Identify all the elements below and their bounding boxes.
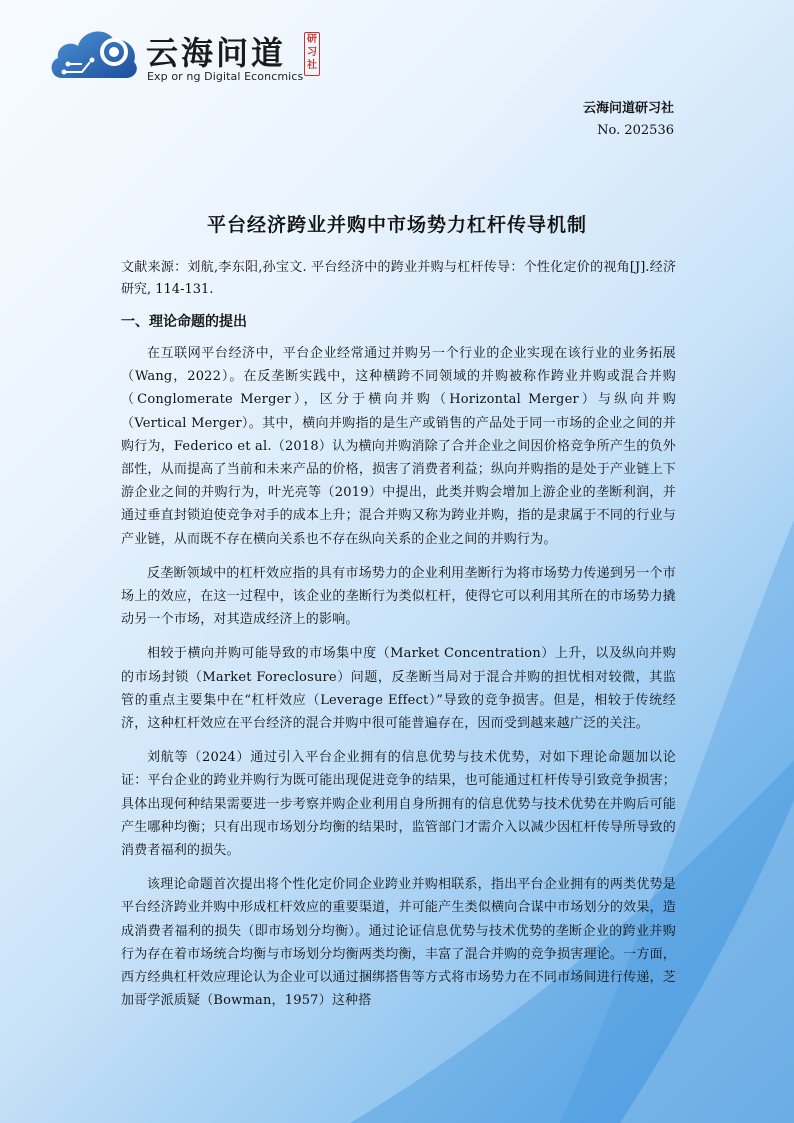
page-title: 平台经济跨业并购中市场势力杠杆传导机制 bbox=[206, 214, 587, 236]
header-meta bbox=[583, 98, 674, 142]
paragraph: 相较于横向并购可能导致的市场集中度（Market Concentration）上升，以及纵向并购的市场封锁（Market Foreclosure）问题，反垄断当局对于混合并购的担忧相对较微，其监管的重点主要集中在“杠杆效应（Leverage Effect）”导致的竞争损害。但是，相较于传统经济，这种杠杆效应在平台经济的混合并购中很可能普遍存在，因而受到越来越广泛的关注。 bbox=[121, 646, 676, 732]
paragraph: 在互联网平台经济中，平台企业经常通过并购另一个行业的企业实现在该行业的业务拓展（Wang，2022）。在反垄断实践中，这种横跨不同领域的并购被称作跨业并购或混合并购（Conglomerate Merger），区分于横向并购（Horizontal Merger）与纵向并购（Vertical Merger）。其中，横向并购指的是生产或销售的产品处于同一市场的企业之间的并购行为，Federico et al.（2018）认为横向并购消除了合并企业之间因价格竞争所产生的负外部性，从而提高了当前和未来产品的价格，损害了消费者利益；纵向并购指的是处于产业链上下游企业之间的并购行为，叶光亮等（2019）中提出，此类并购会增加上游企业的垄断利润，并通过垂直封锁迫使竞争对手的成本上升；混合并购又称为跨业并购，指的是隶属于不同的行业与产业链，从而既不存在横向关系也不存在纵向关系的企业之间的并购行为。 bbox=[121, 346, 676, 547]
brand-tagline: Exp or ng Digital Econcmics bbox=[147, 70, 304, 83]
org-name: 云海问道研习社 bbox=[582, 101, 674, 116]
brand-logo bbox=[48, 22, 317, 90]
cloud-logo-icon bbox=[48, 22, 140, 86]
section-heading: 一、理论命题的提出 bbox=[121, 314, 247, 330]
doc-number: No. 202536 bbox=[597, 123, 674, 138]
citation-source: 文献来源：刘航,李东阳,孙宝文. 平台经济中的跨业并购与杠杆传导：个性化定价的视角[J].经济研究, 114-131. bbox=[121, 260, 676, 297]
paragraph: 刘航等（2024）通过引入平台企业拥有的信息优势与技术优势，对如下理论命题加以论证：平台企业的跨业并购行为既可能出现促进竞争的结果，也可能通过杠杆传导引致竞争损害；具体出现何种结果需要进一步考察并购企业利用自身所拥有的信息优势与技术优势在并购后可能产生哪种均衡；只有出现市场划分均衡的结果时，监管部门才需介入以减少因杠杆传导所导致的消费者福利的损失。 bbox=[121, 750, 676, 859]
brand-name-cn: 云海问道 bbox=[146, 34, 287, 72]
paragraph: 该理论命题首次提出将个性化定价同企业跨业并购相联系，指出平台企业拥有的两类优势是平台经济跨业并购中形成杠杆效应的重要渠道，并可能产生类似横向合谋中市场划分的效果，造成消费者福利的损失（即市场划分均衡）。通过论证信息优势与技术优势的垄断企业的跨业并购行为存在着市场统合均衡与市场划分均衡两类均衡，丰富了混合并购的竞争损害理论。一方面，西方经典杠杆效应理论认为企业可以通过捆绑搭售等方式将市场势力在不同市场间进行传递，芝加哥学派质疑（Bowman，1957）这种搭 bbox=[121, 877, 676, 1009]
paragraph: 反垄断领域中的杠杆效应指的具有市场势力的企业利用垄断行为将市场势力传递到另一个市场上的效应，在这一过程中，该企业的垄断行为类似杠杆，使得它可以利用其所在的市场势力撬动另一个市场，对其造成经济上的影响。 bbox=[121, 565, 676, 628]
body-text bbox=[121, 342, 676, 1023]
brand-seal: 研习社 bbox=[304, 32, 320, 76]
